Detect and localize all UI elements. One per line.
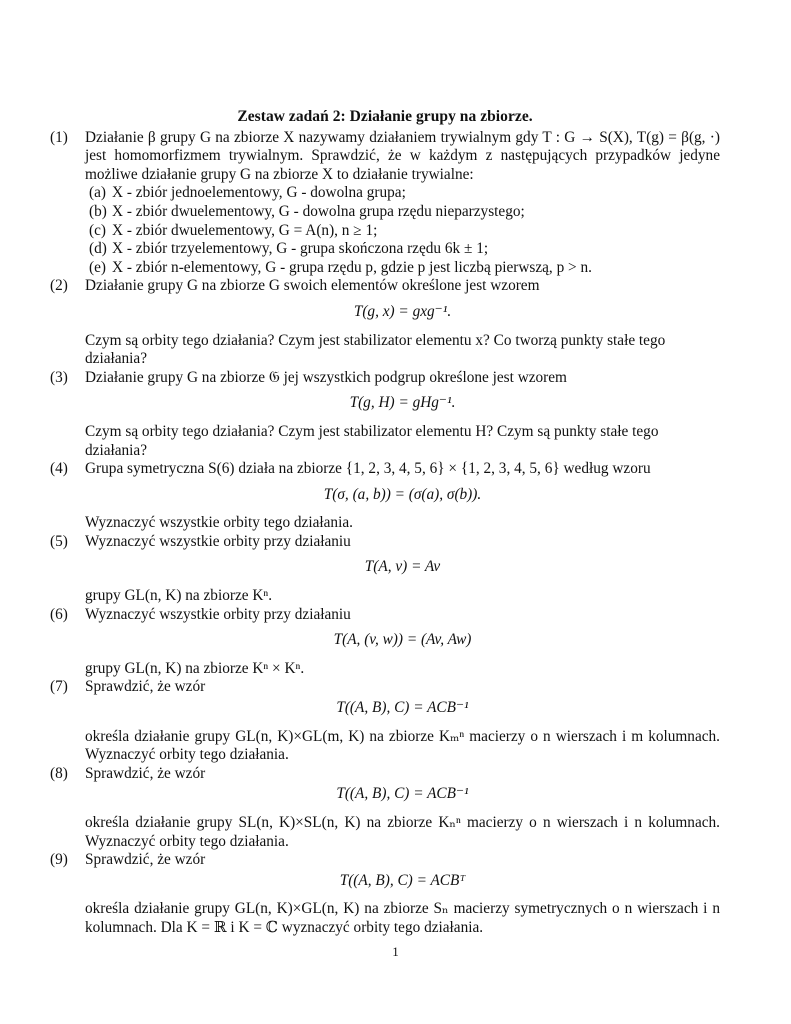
problem-2 xyxy=(50,277,720,368)
formula: T(A, (v, w)) = (Av, Aw) xyxy=(333,631,472,649)
subitem-label: (a) xyxy=(89,184,106,202)
problem-number: (8) xyxy=(50,764,68,782)
problem-number: (3) xyxy=(50,368,68,386)
subitem-label: (e) xyxy=(89,258,106,276)
problem-text: Sprawdzić, że wzór xyxy=(85,764,206,782)
problem-question: grupy GL(n, K) na zbiorze Kⁿ. xyxy=(85,587,273,605)
problem-9 xyxy=(50,851,720,937)
problem-number: (7) xyxy=(50,678,68,696)
subitem-b xyxy=(89,203,720,222)
subitem-text: X - zbiór dwuelementowy, G = A(n), n ≥ 1; xyxy=(112,221,378,239)
formula: T(g, x) = gxg⁻¹. xyxy=(353,302,452,320)
problem-3 xyxy=(50,369,720,460)
problem-text: Działanie grupy G na zbiorze 𝔊 jej wszystkich podgrup określone jest wzorem xyxy=(85,368,567,386)
subitem-label: (d) xyxy=(89,240,107,258)
subitem-e xyxy=(89,259,720,278)
problem-number: (6) xyxy=(50,605,68,623)
problem-text: Wyznaczyć wszystkie orbity przy działaniu xyxy=(85,605,351,623)
problem-number: (2) xyxy=(50,277,68,295)
page-number: 1 xyxy=(392,944,399,959)
problem-number: (5) xyxy=(50,532,68,550)
problem-6 xyxy=(50,606,720,679)
subitem-c xyxy=(89,222,720,241)
subitem-text: X - zbiór dwuelementowy, G - dowolna grupa rzędu nieparzystego; xyxy=(112,202,525,220)
problem-sheet xyxy=(50,108,720,938)
problem-1 xyxy=(50,129,720,278)
problem-5 xyxy=(50,533,720,606)
problem-text: Działanie grupy G na zbiorze G swoich elementów określone jest wzorem xyxy=(85,277,540,295)
formula: T((A, B), C) = ACBᵀ xyxy=(339,871,466,889)
problem-question: grupy GL(n, K) na zbiorze Kⁿ × Kⁿ. xyxy=(85,659,305,677)
problem-question: Wyznaczyć wszystkie orbity tego działania. xyxy=(85,514,353,532)
subitem-label: (b) xyxy=(89,202,107,220)
problem-text: Sprawdzić, że wzór xyxy=(85,851,206,869)
problem-text: Sprawdzić, że wzór xyxy=(85,678,206,696)
subitem-text: X - zbiór n-elementowy, G - grupa rzędu p, gdzie p jest liczbą pierwszą, p > n. xyxy=(112,258,592,276)
problem-question: Czym są orbity tego działania? Czym jest stabilizator elementu x? Co tworzą punkty stałe tego działania? xyxy=(85,331,666,368)
problem-text: Wyznaczyć wszystkie orbity przy działaniu xyxy=(85,532,351,550)
formula: T(g, H) = gHg⁻¹. xyxy=(349,394,456,412)
problem-text: Działanie β grupy G na zbiorze X nazywamy działaniem trywialnym gdy T : G → S(X), T(g) = β(g, ·) jest homomorfizmem trywialnym. Sprawdzić, że w każdym z następujących przypadków jedyne możliwe działanie grupy G na zbiorze X to działanie trywialne: xyxy=(85,128,720,183)
problem-number: (1) xyxy=(50,128,68,146)
problem-question: określa działanie grupy GL(n, K)×GL(n, K) na zbiorze Sₙ macierzy symetrycznych o n wierszach i n kolumnach. Dla K = ℝ i K = ℂ wyznaczyć orbity tego działania. xyxy=(85,900,720,936)
formula: T(σ, (a, b)) = (σ(a), σ(b)). xyxy=(323,485,482,503)
formula: T((A, B), C) = ACB⁻¹ xyxy=(336,699,469,717)
subitem-a xyxy=(89,184,720,203)
problem-text: Grupa symetryczna S(6) działa na zbiorze {1, 2, 3, 4, 5, 6} × {1, 2, 3, 4, 5, 6} według wzoru xyxy=(85,460,651,478)
problem-question: określa działanie grupy SL(n, K)×SL(n, K) na zbiorze Kₙⁿ macierzy o n wierszach i n kolumnach. Wyznaczyć orbity tego działania. xyxy=(85,814,720,850)
subitem-label: (c) xyxy=(89,221,106,239)
problem-number: (4) xyxy=(50,460,68,478)
subitem-text: X - zbiór trzyelementowy, G - grupa skończona rzędu 6k ± 1; xyxy=(112,240,489,258)
problem-question: Czym są orbity tego działania? Czym jest stabilizator elementu H? Czym są punkty stałe tego działania? xyxy=(85,422,659,459)
subitem-text: X - zbiór jednoelementowy, G - dowolna grupa; xyxy=(112,184,406,202)
problem-8 xyxy=(50,765,720,851)
formula: T(A, v) = Av xyxy=(364,558,441,576)
problem-4 xyxy=(50,460,720,533)
problem-7 xyxy=(50,678,720,764)
sheet-title: Zestaw zadań 2: Działanie grupy na zbiorze. xyxy=(237,108,533,125)
problem-question: określa działanie grupy GL(n, K)×GL(m, K) na zbiorze Kₘⁿ macierzy o n wierszach i m kolumnach. Wyznaczyć orbity tego działania. xyxy=(85,727,720,764)
problem-number: (9) xyxy=(50,851,68,869)
formula: T((A, B), C) = ACB⁻¹ xyxy=(336,785,469,803)
subitem-d xyxy=(89,240,720,259)
